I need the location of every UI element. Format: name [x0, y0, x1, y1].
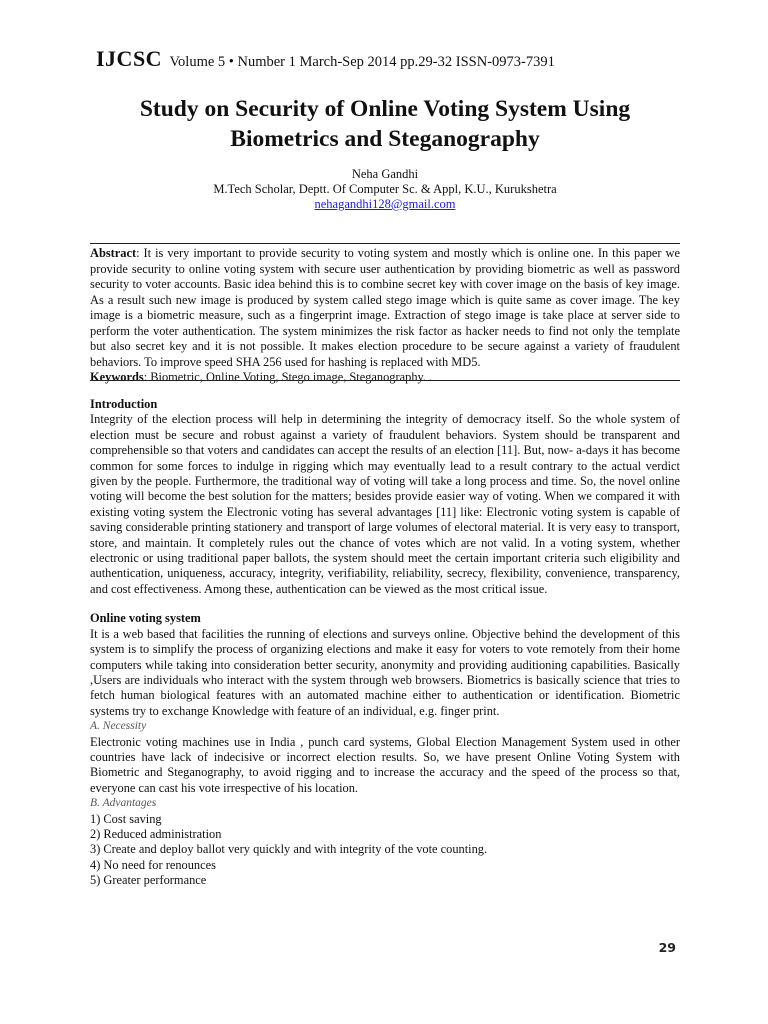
author-affiliation: M.Tech Scholar, Deptt. Of Computer Sc. & Appl, K.U., Kurukshetra	[213, 182, 557, 196]
abstract-top-rule	[90, 243, 680, 244]
body-text	[90, 397, 680, 889]
keywords-text: : Biometric, Online Voting, Stego image, Steganography. .	[143, 370, 433, 384]
abstract-paragraph	[90, 246, 680, 370]
advantages-heading: B. Advantages	[90, 797, 157, 810]
journal-header	[96, 46, 555, 72]
page-number: 29	[658, 940, 676, 955]
list-item: 3) Create and deploy ballot very quickly and with integrity of the vote counting.	[90, 842, 488, 857]
necessity-paragraph: Electronic voting machines use in India , punch card systems, Global Election Management System used in other countries have lack of indecisive or incorrect election results. So, we have present Online Voting System with Biometric and Steganography, to avoid rigging and to increase the accuracy and the speed of the process so that, everyone can cast his vote irrespective of his location.	[90, 734, 680, 795]
online-voting-paragraph: It is a web based that facilities the running of elections and surveys online. Objective behind the development of this system is to simplify the process of organizing elections and make it easy for voters to vote remotely from their home computers while taking into consideration better security, anonymity and providing auditioning capabilities. Basically ,Users are individuals who interact with the system through web browsers. Biometrics is basically science that tries to fetch human biological features with an automated machine either to authentication or identification. Biometric systems try to exchange Knowledge with feature of an individual, e.g. finger print.	[90, 626, 680, 718]
abstract-text: : It is very important to provide security to voting system and mostly which is online one. In this paper we provide security to online voting system with secure user authentication by providing biometric as well as password security to voter accounts. Basic idea behind this is to combine secret key with cover image on the basis of key image. As a result such new image is produced by system called stego image which is quite same as cover image. The key image is a biometric measure, such as a fingerprint image. Extraction of stego image is take place at server side to perform the voter authentication. The system minimizes the risk factor as hacker needs to find not only the template but also secret key and it is not possible. It makes election procedure to be secure against a variety of fraudulent behaviors. To improve speed SHA 256 used for hashing is replaced with MD5.	[90, 246, 680, 369]
abstract-bottom-rule	[90, 380, 680, 381]
author-email-link[interactable]: nehagandhi128@gmail.com	[314, 197, 456, 211]
journal-issue-info: Volume 5 • Number 1 March-Sep 2014 pp.29-32 ISSN-0973-7391	[169, 54, 555, 70]
author-name: Neha Gandhi	[351, 167, 419, 181]
advantages-list	[90, 812, 680, 889]
abstract-label: Abstract	[90, 246, 137, 260]
list-item: 4) No need for renounces	[90, 857, 216, 872]
necessity-heading: A. Necessity	[90, 720, 147, 733]
author-block	[90, 167, 680, 212]
online-voting-heading: Online voting system	[90, 611, 201, 626]
introduction-paragraph: Integrity of the election process will help in determining the integrity of democracy itself. So the whole system of election must be secure and robust against a variety of fraudulent behaviors. System should be transparent and comprehensible so that voters and candidates can accept the results of an election [11]. But, now- a-days it has become common for some forces to indulge in rigging which may eventually lead to a result contrary to the actual verdict given by the people. Furthermore, the traditional way of voting will take a long process and time. So, the novel online voting will become the best solution for the matters; besides provide easier way of voting. When we compared it with existing voting system the Electronic voting has several advantages [11] like: Electronic voting system is capable of saving considerable printing stationery and transport of large volumes of electoral material. It is very easy to transport, store, and maintain. It completely rules out the chance of votes which are not valid. In a voting system, whether electronic or using traditional paper ballots, the system should meet the certain important criteria such eligibility and authentication, uniqueness, accuracy, integrity, verifiability, reliability, secrecy, flexibility, convenience, transparency, and cost effectiveness. Among these, authentication can be viewed as the most critical issue.	[90, 412, 680, 596]
abstract-section	[90, 246, 680, 386]
journal-abbreviation: IJCSC	[96, 46, 163, 71]
keywords-line	[90, 370, 680, 386]
list-item: 1) Cost saving	[90, 811, 162, 826]
list-item: 5) Greater performance	[90, 873, 207, 888]
list-item: 2) Reduced administration	[90, 826, 222, 841]
paper-title: Study on Security of Online Voting System Using Biometrics and Steganography	[139, 96, 631, 152]
introduction-heading: Introduction	[90, 397, 158, 411]
keywords-label: Keywords	[90, 370, 144, 384]
